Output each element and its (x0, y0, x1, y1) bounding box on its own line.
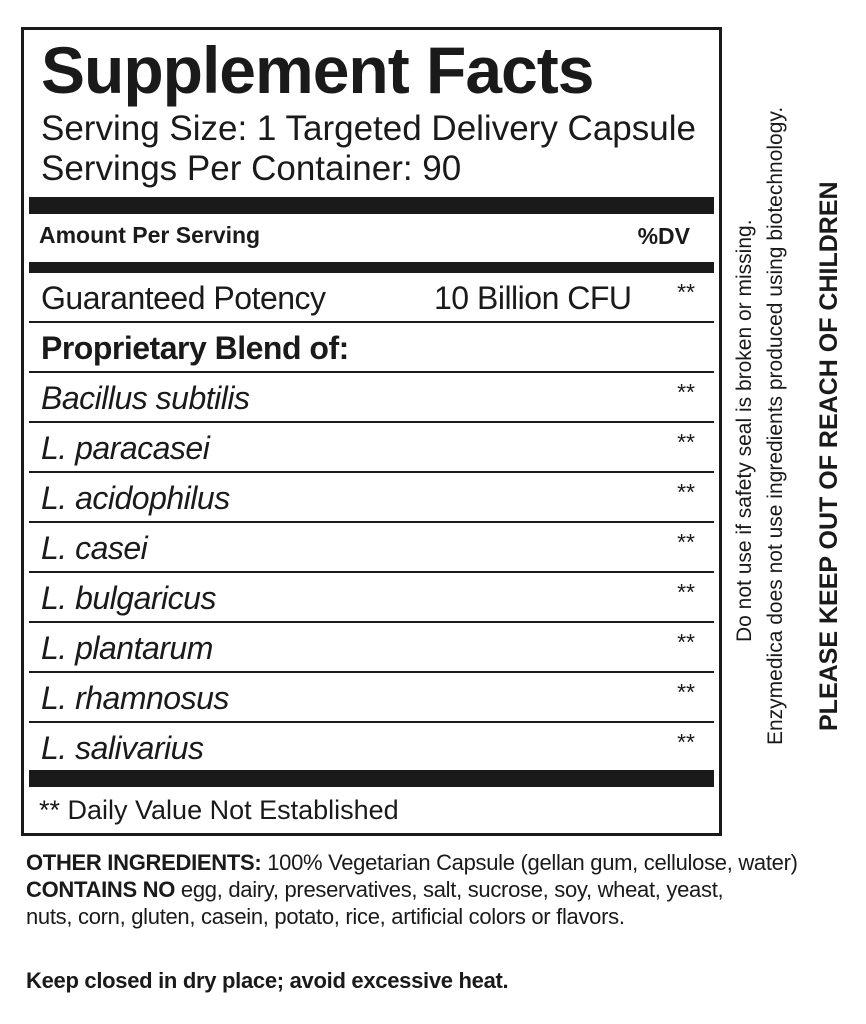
servings-per-container: Servings Per Container: 90 (41, 149, 462, 188)
ingredient-row (29, 623, 714, 673)
ingredient-row (29, 673, 714, 723)
ingredient-name: L. rhamnosus (41, 680, 229, 716)
dv-footnote: ** Daily Value Not Established (39, 795, 399, 825)
contains-no-text-continued: nuts, corn, gluten, casein, potato, rice, artificial colors or flavors. (26, 904, 625, 929)
ingredient-name: L. paracasei (41, 430, 210, 466)
potency-row (29, 273, 714, 323)
serving-size: Serving Size: 1 Targeted Delivery Capsule (41, 109, 696, 148)
ingredient-dv: ** (677, 579, 695, 605)
children-warning: PLEASE KEEP OUT OF REACH OF CHILDREN (815, 181, 843, 731)
ingredient-name: Bacillus subtilis (41, 380, 250, 416)
potency-name: Guaranteed Potency (41, 280, 326, 316)
blend-row (29, 323, 714, 373)
ingredient-dv: ** (677, 679, 695, 705)
ingredient-dv: ** (677, 729, 695, 755)
amount-per-serving-header: Amount Per Serving (39, 222, 261, 248)
other-ingredients-block (26, 849, 798, 930)
ingredient-dv: ** (677, 529, 695, 555)
ingredient-name: L. bulgaricus (41, 580, 216, 616)
bottom-thick-divider (29, 770, 714, 787)
ingredient-dv: ** (677, 629, 695, 655)
biotech-statement: Enzymedica does not use ingredients produced using biotechnology. (764, 106, 787, 745)
ingredient-name: L. acidophilus (41, 480, 230, 516)
thick-divider (29, 197, 714, 214)
dv-header: %DV (637, 223, 690, 249)
ingredient-row (29, 523, 714, 573)
contains-no-text: egg, dairy, preservatives, salt, sucrose, soy, wheat, yeast, (175, 877, 724, 902)
ingredient-dv: ** (677, 379, 695, 405)
ingredient-name: L. salivarius (41, 730, 204, 766)
other-ingredients-label: OTHER INGREDIENTS: (26, 850, 262, 875)
ingredient-name: L. casei (41, 530, 148, 566)
ingredient-row (29, 723, 714, 773)
ingredient-row (29, 373, 714, 423)
potency-dv: ** (677, 279, 695, 305)
panel-title: Supplement Facts (41, 33, 594, 107)
supplement-facts-panel (21, 27, 722, 836)
header-divider (29, 262, 714, 273)
ingredient-row (29, 423, 714, 473)
safety-seal-warning: Do not use if safety seal is broken or missing. (733, 219, 756, 642)
ingredient-row (29, 473, 714, 523)
ingredient-row (29, 573, 714, 623)
storage-instruction: Keep closed in dry place; avoid excessive heat. (26, 968, 509, 993)
ingredient-dv: ** (677, 429, 695, 455)
blend-name: Proprietary Blend of: (41, 330, 349, 366)
other-ingredients-text: 100% Vegetarian Capsule (gellan gum, cellulose, water) (261, 850, 798, 875)
ingredient-dv: ** (677, 479, 695, 505)
ingredient-name: L. plantarum (41, 630, 213, 666)
contains-no-label: CONTAINS NO (26, 877, 176, 902)
potency-amount: 10 Billion CFU (434, 280, 632, 316)
